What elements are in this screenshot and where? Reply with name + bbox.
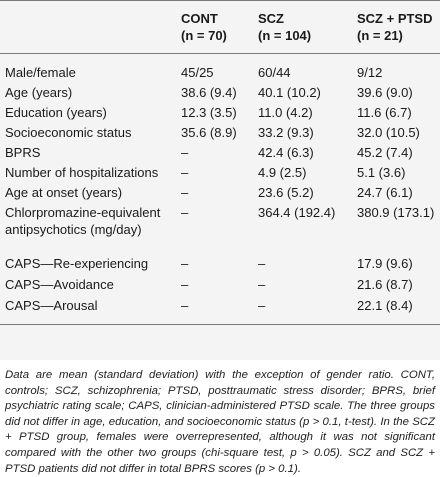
cell-scz: 60/44 xyxy=(258,65,291,80)
cell-cont: 38.6 (9.4) xyxy=(181,85,237,100)
cell-cont: – xyxy=(181,145,189,160)
header-cont xyxy=(181,10,227,44)
row-label-continued: antipsychotics (mg/day) xyxy=(5,222,142,237)
cell-scz: – xyxy=(258,298,266,313)
cell-scz: – xyxy=(258,256,266,271)
header-scz-ptsd xyxy=(357,10,433,44)
row-label: Male/female xyxy=(5,65,76,80)
header-scz-ptsd-name: SCZ + PTSD xyxy=(357,11,433,26)
header-cont-n: (n = 70) xyxy=(181,28,227,43)
row-label: CAPS—Avoidance xyxy=(5,277,114,292)
table-footnote: Data are mean (standard deviation) with the exception of gender ratio. CONT, controls; SCZ, schizophrenia; PTSD, posttraumatic stress disorder; BPRS, brief psychiatric rating scale; CAPS, clinician-administered PTSD scale. The three groups did not differ in age, education, and socioeconomic status (p > 0.1, t-test). In the SCZ + PTSD group, females were overrepresented, although it was not significant compared with the other two groups (chi-square test, p > 0.05). SCZ and SCZ + PTSD patients did not differ in total BPRS scores (p > 0.1). xyxy=(5,369,435,475)
cell-scz-ptsd: 5.1 (3.6) xyxy=(357,165,406,180)
cell-scz-ptsd: 45.2 (7.4) xyxy=(357,145,413,160)
row-label: Number of hospitalizations xyxy=(5,165,159,180)
cell-scz-ptsd: 17.9 (9.6) xyxy=(357,256,413,271)
row-label: Socioeconomic status xyxy=(5,125,132,140)
cell-scz-ptsd: 22.1 (8.4) xyxy=(357,298,413,313)
row-label: CAPS—Arousal xyxy=(5,298,98,313)
cell-cont: – xyxy=(181,256,189,271)
cell-cont: – xyxy=(181,185,189,200)
row-label: Age (years) xyxy=(5,85,73,100)
row-label: Chlorpromazine-equivalent xyxy=(5,205,161,220)
cell-scz: 40.1 (10.2) xyxy=(258,85,321,100)
cell-scz: – xyxy=(258,277,266,292)
row-label: BPRS xyxy=(5,145,41,160)
cell-scz: 23.6 (5.2) xyxy=(258,185,314,200)
header-scz xyxy=(258,10,311,44)
row-label: CAPS—Re-experiencing xyxy=(5,256,149,271)
cell-cont: 35.6 (8.9) xyxy=(181,125,237,140)
row-label: Education (years) xyxy=(5,105,107,120)
header-cont-name: CONT xyxy=(181,11,218,26)
row-label: Age at onset (years) xyxy=(5,185,123,200)
cell-scz: 42.4 (6.3) xyxy=(258,145,314,160)
top-rule xyxy=(0,0,440,1)
cell-cont: – xyxy=(181,298,189,313)
header-scz-ptsd-n: (n = 21) xyxy=(357,28,403,43)
cell-scz: 4.9 (2.5) xyxy=(258,165,307,180)
cell-scz-ptsd: 32.0 (10.5) xyxy=(357,125,420,140)
cell-scz: 364.4 (192.4) xyxy=(258,205,336,220)
cell-scz-ptsd: 21.6 (8.7) xyxy=(357,277,413,292)
cell-cont: 12.3 (3.5) xyxy=(181,105,237,120)
cell-scz: 11.0 (4.2) xyxy=(258,105,313,120)
cell-cont: – xyxy=(181,165,189,180)
cell-scz-ptsd: 24.7 (6.1) xyxy=(357,185,413,200)
cell-scz-ptsd: 39.6 (9.0) xyxy=(357,85,413,100)
cell-scz-ptsd: 11.6 (6.7) xyxy=(357,105,412,120)
cell-cont: 45/25 xyxy=(181,65,214,80)
bottom-rule xyxy=(0,324,440,325)
cell-scz-ptsd: 380.9 (173.1) xyxy=(357,205,435,220)
cell-cont: – xyxy=(181,277,189,292)
cell-scz: 33.2 (9.3) xyxy=(258,125,314,140)
cell-scz-ptsd: 9/12 xyxy=(357,65,383,80)
header-scz-n: (n = 104) xyxy=(258,28,312,43)
header-scz-name: SCZ xyxy=(258,11,284,26)
cell-cont: – xyxy=(181,205,189,220)
header-rule xyxy=(0,53,440,54)
